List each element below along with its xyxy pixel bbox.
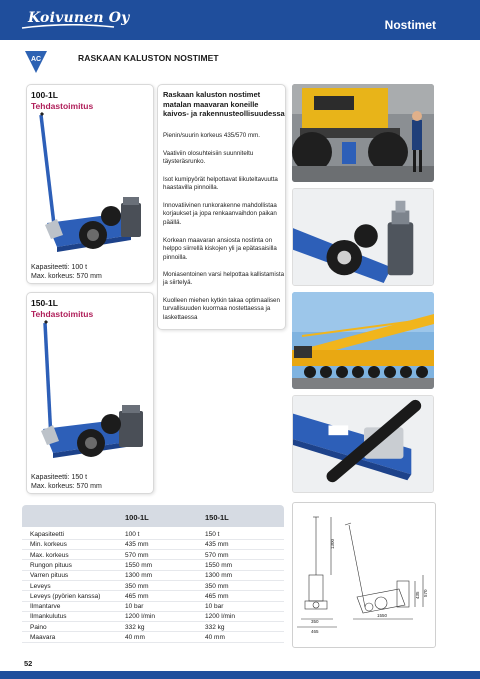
- table-cell: 465 mm: [125, 592, 149, 600]
- ac-triangle-logo-icon: [24, 48, 48, 74]
- table-cell: Ilmantarve: [30, 603, 61, 611]
- page-heading: RASKAAN KALUSTON NOSTIMET: [78, 53, 219, 63]
- column-header: 150-1L: [205, 513, 229, 522]
- description-paragraph: Innovatiivinen runkorakenne mahdollistaa korjaukset ja jopa renkaanvaihdon paikan päällä.: [163, 202, 277, 226]
- table-row: [22, 633, 284, 643]
- mining-truck-photo: [292, 84, 434, 182]
- table-cell: 10 bar: [205, 603, 224, 611]
- description-paragraph: Pienin/suurin korkeus 435/570 mm.: [163, 132, 260, 139]
- description-heading: Raskaan kaluston nostimet matalan maavaran koneille kaivos- ja rakennusteollisuudessa: [163, 90, 285, 118]
- table-cell: 1200 l/min: [125, 613, 155, 621]
- technical-drawing: [292, 502, 436, 648]
- product-model: 100-1L: [31, 90, 58, 100]
- table-cell: Maavara: [30, 634, 56, 641]
- table-row: [22, 612, 284, 622]
- description-paragraph: Korkean maavaran ansiosta nostinta on helppo siirrellä kiskojen yli ja epätasaisilla pinnoilla.: [163, 237, 277, 261]
- table-cell: Varren pituus: [30, 572, 69, 580]
- svg-text:1550: 1550: [377, 613, 388, 618]
- brand-logo[interactable]: Koivunen Oy: [28, 10, 130, 26]
- page-number: 52: [24, 659, 33, 668]
- description-paragraph: Moniasentoinen varsi helpottaa kallistamista ja siirtelyä.: [163, 271, 285, 287]
- jack-150-illustration: [27, 293, 155, 473]
- jack-100-illustration: [27, 85, 155, 265]
- spec-table-header: [22, 505, 284, 527]
- product-max-height: Max. korkeus: 570 mm: [31, 273, 102, 280]
- product-model: 150-1L: [31, 298, 58, 308]
- table-cell: 332 kg: [205, 623, 225, 631]
- table-cell: 435 mm: [125, 541, 149, 549]
- footer-bar: [0, 671, 480, 679]
- table-row: [22, 592, 284, 602]
- table-cell: 1300 mm: [125, 572, 153, 580]
- description-box: [157, 84, 286, 330]
- crane-truck-photo: [292, 292, 434, 389]
- table-cell: 332 kg: [125, 623, 145, 631]
- table-cell: 1200 l/min: [205, 613, 235, 621]
- svg-text:350: 350: [311, 619, 319, 624]
- table-cell: 100 t: [125, 531, 140, 538]
- product-capacity: Kapasiteetti: 100 t: [31, 264, 88, 271]
- table-cell: 1550 mm: [205, 561, 233, 569]
- svg-text:465: 465: [311, 629, 319, 634]
- table-row: [22, 623, 284, 633]
- table-cell: Leveys (pyörien kanssa): [30, 592, 101, 600]
- table-cell: Max. korkeus: [30, 551, 69, 559]
- table-cell: Min. korkeus: [30, 541, 67, 549]
- table-cell: 570 mm: [125, 551, 149, 559]
- table-row: [22, 571, 284, 581]
- table-cell: Ilmankulutus: [30, 613, 67, 621]
- table-cell: 1300 mm: [205, 572, 233, 580]
- table-cell: 150 t: [205, 531, 220, 538]
- product-card-100-1l: [26, 84, 154, 284]
- product-max-height: Max. korkeus: 570 mm: [31, 483, 102, 490]
- table-cell: 1550 mm: [125, 561, 153, 569]
- description-paragraph: Kuolleen miehen kytkin takaa optimaalisen turvallisuuden kuormaa nostettaessa ja laskettaessa: [163, 297, 280, 321]
- table-cell: 465 mm: [205, 592, 229, 600]
- table-cell: Rungon pituus: [30, 561, 72, 569]
- svg-text:AC: AC: [30, 56, 42, 63]
- column-header: 100-1L: [125, 513, 149, 522]
- svg-text:435: 435: [415, 591, 420, 599]
- section-title: Nostimet: [384, 18, 436, 32]
- product-card-150-1l: [26, 292, 154, 494]
- table-cell: 435 mm: [205, 541, 229, 549]
- table-cell: 40 mm: [125, 634, 145, 641]
- jack-closeup-photo: [292, 188, 434, 286]
- svg-text:570: 570: [423, 589, 428, 597]
- table-row: [22, 540, 284, 550]
- description-paragraph: Isot kumipyörät helpottavat liikuteltavuutta haastavilla pinnoilla.: [163, 176, 278, 192]
- table-row: [22, 561, 284, 571]
- table-cell: Paino: [30, 623, 47, 631]
- description-paragraph: Vaativiin olosuhteisiin suunniteltu täysteräsrunko.: [163, 150, 254, 166]
- header-bar: [0, 0, 480, 40]
- product-subtitle: Tehdastoimitus: [31, 101, 94, 111]
- table-row: [22, 530, 284, 540]
- table-cell: 40 mm: [205, 634, 225, 641]
- table-cell: 10 bar: [125, 603, 144, 611]
- table-cell: 350 mm: [125, 582, 149, 590]
- spec-table: [22, 505, 284, 657]
- table-cell: Kapasiteetti: [30, 531, 64, 538]
- table-row: [22, 582, 284, 592]
- table-cell: 350 mm: [205, 582, 229, 590]
- product-capacity: Kapasiteetti: 150 t: [31, 474, 88, 481]
- product-subtitle: Tehdastoimitus: [31, 309, 94, 319]
- table-cell: 570 mm: [205, 551, 229, 559]
- jack-handle-detail-photo: [292, 395, 434, 493]
- table-row: [22, 602, 284, 612]
- table-row: [22, 551, 284, 561]
- dimension-drawing: [293, 503, 437, 649]
- svg-text:1300: 1300: [330, 538, 335, 549]
- table-cell: Leveys: [30, 582, 51, 590]
